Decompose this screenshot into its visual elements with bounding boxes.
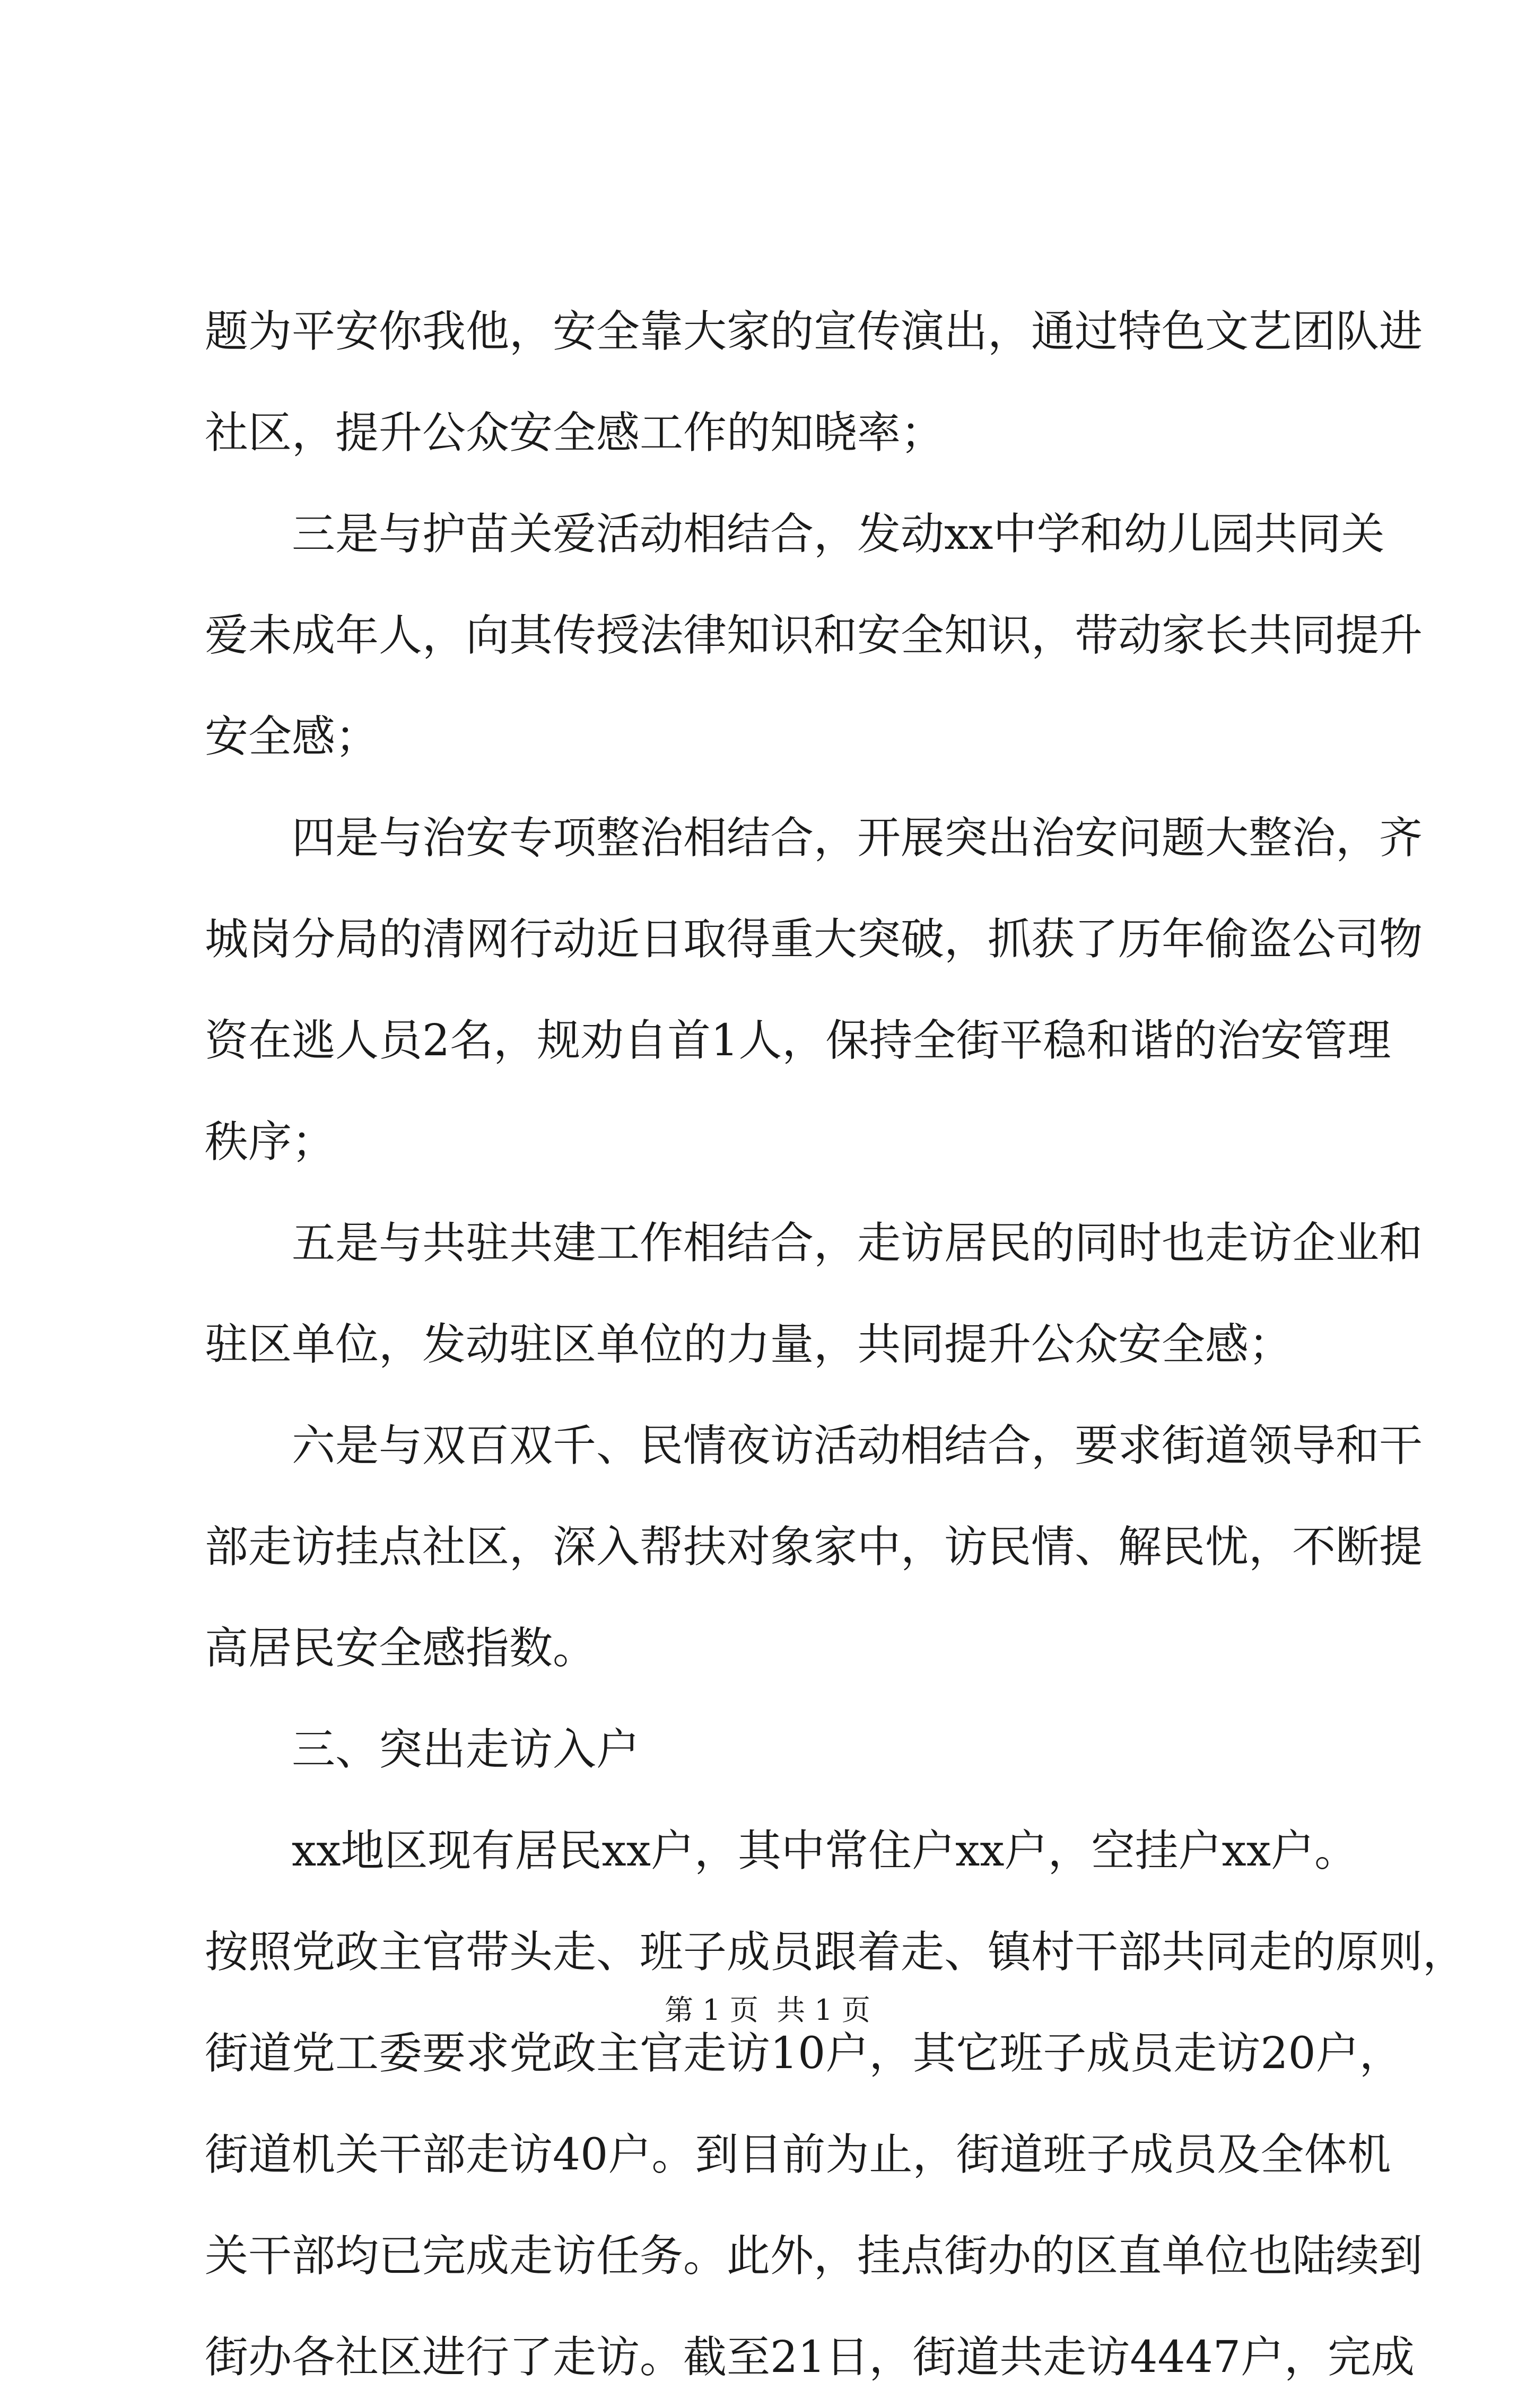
page-footer: 第 1 页 共 1 页 (665, 1993, 870, 2027)
text-line: 五是与共驻共建工作相结合，走访居民的同时也走访企业和 (292, 1218, 1423, 1268)
text-line: 关干部均已完成走访任务。此外，挂点街办的区直单位也陆续到 (205, 2231, 1423, 2281)
text-line: 资在逃人员2名，规劝自首1人，保持全街平稳和谐的治安管理 (205, 1015, 1391, 1066)
text-line: 四是与治安专项整治相结合，开展突出治安问题大整治，齐 (292, 813, 1423, 863)
text-line: 街道机关干部走访40户。到目前为止，街道班子成员及全体机 (205, 2130, 1391, 2180)
text-line: 城岗分局的清网行动近日取得重大突破，抓获了历年偷盗公司物 (205, 914, 1423, 965)
text-line: 驻区单位，发动驻区单位的力量，共同提升公众安全感； (205, 1319, 1293, 1370)
text-line: 题为平安你我他，安全靠大家的宣传演出，通过特色文艺团队进 (205, 307, 1423, 357)
text-line: 三、突出走访入户 (292, 1724, 640, 1775)
text-line: 街道党工委要求党政主官走访10户，其它班子成员走访20户， (205, 2028, 1403, 2079)
text-line: 按照党政主官带头走、班子成员跟着走、镇村干部共同走的原则， (205, 1927, 1467, 1977)
text-line: 社区，提升公众安全感工作的知晓率； (205, 408, 945, 458)
text-line: 部走访挂点社区，深入帮扶对象家中，访民情、解民忧，不断提 (205, 1522, 1423, 1572)
text-line: 安全感； (205, 712, 379, 762)
text-line: 高居民安全感指数。 (205, 1623, 597, 1674)
text-line: 三是与护苗关爱活动相结合，发动xx中学和幼儿园共同关 (292, 509, 1385, 559)
text-line: 爱未成年人，向其传授法律知识和安全知识，带动家长共同提升 (205, 610, 1423, 661)
body-text (205, 281, 1467, 2408)
text-line: 街办各社区进行了走访。截至21日，街道共走访4447户，完成 (205, 2332, 1415, 2383)
text-line: 六是与双百双千、民情夜访活动相结合，要求街道领导和干 (292, 1421, 1423, 1471)
text-line: 秩序； (205, 1117, 336, 1167)
text-line: xx地区现有居民xx户，其中常住户xx户，空挂户xx户。 (292, 1826, 1358, 1876)
